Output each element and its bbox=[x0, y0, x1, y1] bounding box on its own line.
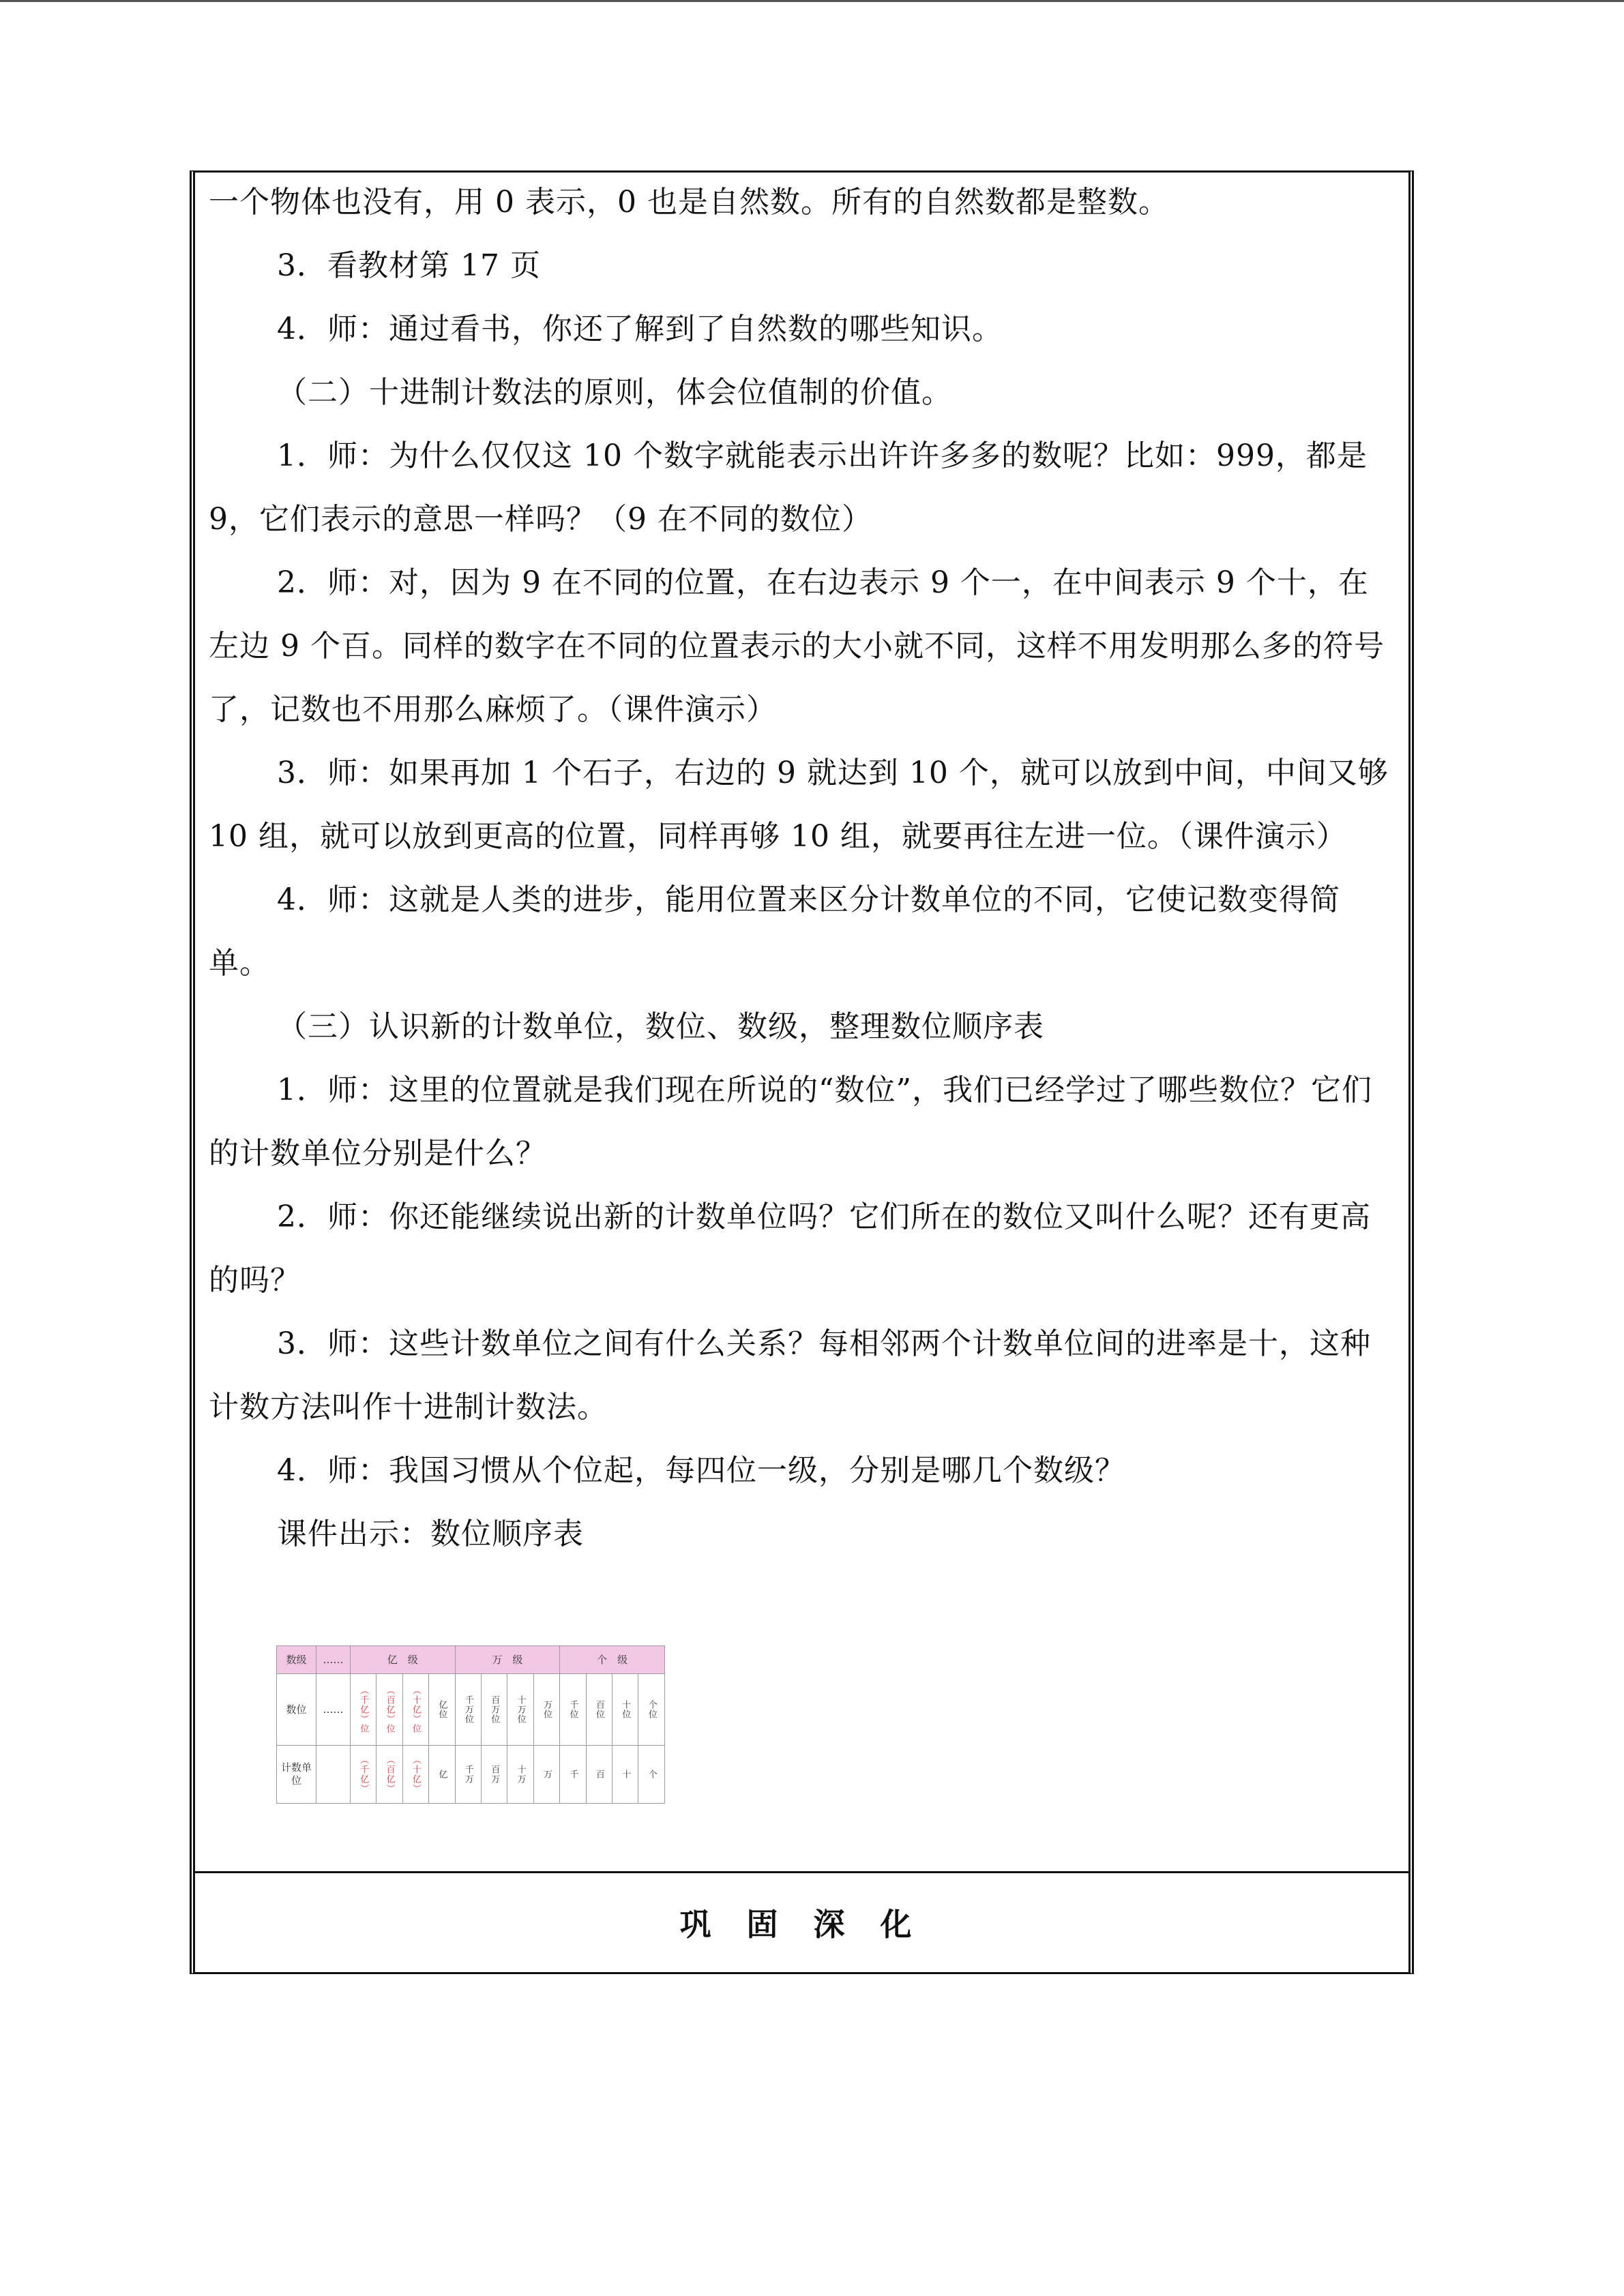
paragraph: 4．师：通过看书，你还了解到了自然数的哪些知识。 bbox=[277, 312, 1003, 346]
chart-position-cell: 千万位 bbox=[455, 1674, 481, 1746]
chart-unit-cell: 个 bbox=[638, 1746, 665, 1804]
paragraph: 2．师：对，因为 9 在不同的位置，在右边表示 9 个一，在中间表示 9 个十，在左边 9 个百。同样的数字在不同的位置表示的大小就不同，这样不用发明那么多的符号了，记数也不用那么麻烦了。（课件演示） bbox=[209, 565, 1385, 727]
chart-position-cell: 个位 bbox=[638, 1674, 665, 1746]
chart-position-cell: 十万位 bbox=[507, 1674, 533, 1746]
chart-position-row bbox=[277, 1674, 665, 1746]
paragraph: 3．师：这些计数单位之间有什么关系？每相邻两个计数单位间的进率是十，这种计数方法叫作十进制计数法。 bbox=[209, 1326, 1371, 1425]
chart-unit-cell: 千万 bbox=[455, 1746, 481, 1804]
chart-row-label: 数位 bbox=[277, 1674, 316, 1746]
paragraph: 3．看教材第 17 页 bbox=[277, 248, 541, 283]
chart-unit-cell: （十亿） bbox=[402, 1746, 428, 1804]
chart-position-cell: （千亿）位 bbox=[351, 1674, 377, 1746]
chart-unit-cell: 十 bbox=[612, 1746, 638, 1804]
chart-position-cell: 亿位 bbox=[429, 1674, 455, 1746]
chart-unit-cell: （百亿） bbox=[377, 1746, 402, 1804]
chart-position-cell: 十位 bbox=[612, 1674, 638, 1746]
chart-row-label: 计数单位 bbox=[277, 1746, 316, 1804]
chart-unit-cell: 万 bbox=[533, 1746, 559, 1804]
paragraph: 一个物体也没有，用 0 表示，0 也是自然数。所有的自然数都是整数。 bbox=[209, 185, 1169, 220]
chart-position-cell: 万位 bbox=[533, 1674, 559, 1746]
chart-unit-cell: 百 bbox=[586, 1746, 612, 1804]
chart-unit-cell: 千 bbox=[560, 1746, 586, 1804]
chart-unit-cell: 亿 bbox=[429, 1746, 455, 1804]
chart-position-cell: 千位 bbox=[560, 1674, 586, 1746]
chart-unit-cell: （千亿） bbox=[351, 1746, 377, 1804]
section-heading-two: （二）十进制计数法的原则，体会位值制的价值。 bbox=[277, 375, 952, 410]
chart-header-label: 数级 bbox=[277, 1646, 316, 1674]
chart-header-dots: …… bbox=[316, 1646, 351, 1674]
place-value-chart bbox=[276, 1645, 665, 1804]
chart-position-cell: 百万位 bbox=[482, 1674, 507, 1746]
chart-position-cell: （十亿）位 bbox=[402, 1674, 428, 1746]
chart-position-cell: 百位 bbox=[586, 1674, 612, 1746]
paragraph: 1．师：为什么仅仅这 10 个数字就能表示出许许多多的数呢？比如：999，都是 9，它们表示的意思一样吗？（9 在不同的数位） bbox=[209, 438, 1378, 537]
paragraph: 4．师：这就是人类的进步，能用位置来区分计数单位的不同，它使记数变得简单。 bbox=[209, 882, 1340, 981]
chart-header-row bbox=[277, 1646, 665, 1674]
chart-unit-cell: 十万 bbox=[507, 1746, 533, 1804]
chart-group-ge: 个 级 bbox=[560, 1646, 665, 1674]
chart-group-wan: 万 级 bbox=[455, 1646, 560, 1674]
chart-unit-row bbox=[277, 1746, 665, 1804]
chart-position-cell: （百亿）位 bbox=[377, 1674, 402, 1746]
paragraph: 课件出示：数位顺序表 bbox=[277, 1517, 584, 1551]
chart-unit-cell: 百万 bbox=[482, 1746, 507, 1804]
chart-row-dots: …… bbox=[316, 1674, 351, 1746]
paragraph: 3．师：如果再加 1 个石子，右边的 9 就达到 10 个，就可以放到中间，中间又够 10 组，就可以放到更高的位置，同样再够 10 组，就要再往左进一位。（课件演示） bbox=[209, 756, 1399, 854]
section-title: 巩 固 深 化 bbox=[679, 1906, 924, 1943]
paragraph: 4．师：我国习惯从个位起，每四位一级，分别是哪几个数级？ bbox=[277, 1453, 1125, 1488]
lesson-content bbox=[209, 170, 1399, 1566]
chart-row-dots bbox=[316, 1746, 351, 1804]
paragraph: 2．师：你还能继续说出新的计数单位吗？它们所在的数位又叫什么呢？还有更高的吗？ bbox=[209, 1199, 1371, 1298]
chart-group-yi: 亿 级 bbox=[351, 1646, 456, 1674]
paragraph: 1．师：这里的位置就是我们现在所说的“数位”，我们已经学过了哪些数位？它们的计数单位分别是什么？ bbox=[209, 1073, 1372, 1171]
section-heading-three: （三）认识新的计数单位，数位、数级，整理数位顺序表 bbox=[277, 1009, 1044, 1044]
page-top-rule bbox=[0, 0, 1624, 2]
